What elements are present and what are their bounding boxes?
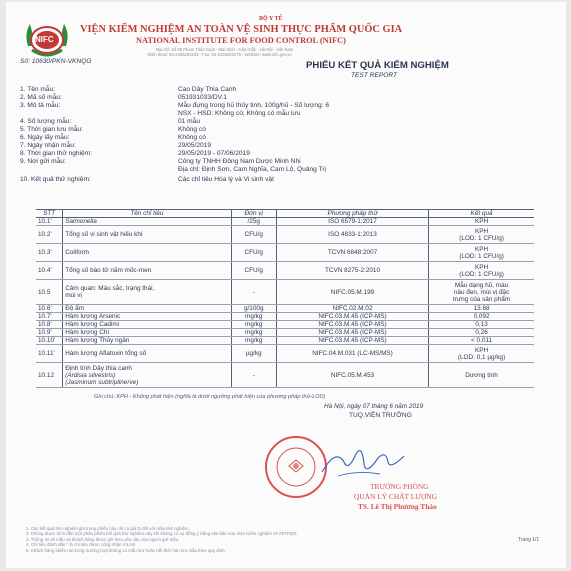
test-name (63, 363, 231, 388)
signatory-authority: TUQ.VIỆN TRƯỞNG (349, 412, 412, 419)
signatory-position: TRƯỞNG PHÒNG (370, 482, 429, 491)
col-header-result: Kết quả (429, 210, 534, 218)
col-header-unit: Đơn vị (231, 210, 276, 218)
test-result-line: KPH (474, 245, 489, 253)
row-stt: 10.8' (36, 321, 63, 329)
table-row (36, 313, 534, 321)
field-label: 9. Nơi gửi mẫu: (20, 158, 66, 165)
test-unit: CFU/g (231, 244, 276, 262)
table-row (36, 337, 534, 345)
institute-address: Địa chỉ: Số 65 Phạm Thận Duật - Mai Dịch - Cầu Giấy - Hà Nội - Việt Nam (156, 47, 294, 52)
table-row (36, 329, 534, 337)
row-stt: 10.3' (36, 244, 63, 262)
report-number: Số: 10630/PKN-VKNQG (20, 58, 92, 65)
col-header-method: Phương pháp thử (276, 210, 428, 218)
test-name (63, 313, 231, 321)
test-name-line: (Ardisia silvestris) (65, 371, 116, 379)
test-method: NIFC.04.M.031 (LC-MS/MS) (276, 345, 428, 363)
test-method: ISO 6579-1:2017 (276, 218, 428, 226)
institute-name-en: NATIONAL INSTITUTE FOR FOOD CONTROL (NIFC) (136, 36, 346, 45)
col-header-stt: STT (36, 210, 63, 218)
test-name-line: Hàm lượng Cadimi (65, 321, 120, 328)
test-name-line: (Jasminum subtriplinerve) (65, 378, 139, 386)
test-result-line: (LOD: 1 CFU/g) (459, 252, 504, 260)
test-method: NIFC.02.M.02 (276, 305, 428, 313)
test-name-line: Hàm lượng Thủy ngân (65, 337, 130, 344)
row-stt: 10.9' (36, 329, 63, 337)
table-row (36, 226, 534, 244)
test-unit: - (231, 280, 276, 305)
field-value: Công ty TNHH Đông Nam Dược Minh Nhi (178, 158, 301, 165)
field-value: Cao Dây Thìa Canh (178, 86, 237, 93)
page-number: Trang 1/1 (518, 537, 540, 543)
test-result-line: < 0,011 (471, 337, 493, 344)
table-row (36, 305, 534, 313)
results-table (36, 209, 534, 388)
field-label: 5. Thời gian lưu mẫu: (20, 126, 83, 133)
test-unit: CFU/g (231, 262, 276, 280)
test-name-line: mùi vị (65, 292, 82, 299)
test-name (63, 280, 231, 305)
institute-name-vi: VIỆN KIỂM NGHIỆM AN TOÀN VỆ SINH THỰC PHẨM QUỐC GIA (80, 24, 403, 35)
table-row (36, 218, 534, 226)
test-result (429, 345, 534, 363)
test-result-line: (LOD: 0,1 µg/kg) (457, 353, 506, 361)
footnote-line: 1. Các kết quả thử nghiệm ghi trong phiếu này chỉ có giá trị đối với mẫu thử nghiệm. (26, 526, 190, 531)
field-value: 01 mẫu (178, 118, 200, 125)
test-method: TCVN 6848:2007 (276, 244, 428, 262)
test-unit: g/100g (231, 305, 276, 313)
test-unit: /25g (231, 218, 276, 226)
report-title-vi: PHIẾU KẾT QUẢ KIỂM NGHIỆM (306, 60, 449, 71)
row-stt: 10.7' (36, 313, 63, 321)
ministry-name: BỘ Y TẾ (259, 16, 283, 22)
footnote-line: 5. Khách hàng khiếu nại trong trường hợp không có mẫu lưu hoặc hết thời hạn lưu mẫu theo quy định. (26, 547, 226, 553)
place-date: Hà Nội, ngày 07 tháng 6 năm 2019 (324, 403, 424, 410)
field-label: 2. Mã số mẫu: (20, 94, 62, 101)
test-name (63, 329, 231, 337)
test-result-line: Dương tính (465, 371, 498, 379)
field-value: Không có (178, 126, 206, 133)
test-result (429, 363, 534, 388)
test-name (63, 218, 231, 226)
field-value: Không có (178, 134, 206, 141)
test-result-line: 13.68 (473, 305, 490, 312)
test-result (429, 321, 534, 329)
test-result (429, 244, 534, 262)
table-note: Ghi chú: KPH - Không phát hiện (nghĩa là dưới ngưỡng phát hiện của phương pháp thử-LOD) (94, 394, 326, 400)
footnote-line: 2. Không được trích dẫn một phần phiếu kết quả thử nghiệm này khi không có sự đồng ý bằng văn bản của Viện Kiểm nghiệm ATVSTPQG. (26, 531, 298, 537)
row-stt: 10.11' (36, 345, 63, 363)
test-method: TCVN 8275-2:2010 (276, 262, 428, 280)
test-result (429, 280, 534, 305)
test-result-line: Mẫu dạng hũ, màu (454, 281, 509, 289)
test-result-line: 0,26 (475, 329, 488, 336)
test-result (429, 305, 534, 313)
test-result (429, 262, 534, 280)
field-label: 7. Ngày nhận mẫu: (20, 142, 76, 149)
test-name-line: Độ ẩm (65, 305, 85, 312)
test-method: NIFC.03.M.45 (ICP-MS) (276, 321, 428, 329)
test-result (429, 329, 534, 337)
test-result-line: KPH (474, 346, 489, 354)
test-name (63, 244, 231, 262)
field-label: 4. Số lượng mẫu: (20, 118, 72, 125)
row-stt: 10.2' (36, 226, 63, 244)
test-name (63, 345, 231, 363)
field-value: 29/05/2019 (178, 142, 212, 149)
test-result-line: KPH (474, 227, 489, 235)
table-row (36, 345, 534, 363)
test-unit: mg/kg (231, 313, 276, 321)
field-value: 29/05/2019 - 07/06/2019 (178, 150, 250, 157)
test-name-line: Hàm lượng Chì (65, 329, 110, 336)
nifc-logo (22, 16, 72, 62)
field-label: 10. Kết quả thử nghiệm: (20, 176, 91, 183)
test-unit: - (231, 363, 276, 388)
field-value: 051931033/DV.1 (178, 94, 227, 101)
field-value: Mẫu đựng trong hũ thủy tinh, 100g/hũ - Số lượng: 6 (178, 102, 329, 109)
row-stt: 10.6' (36, 305, 63, 313)
footnotes (26, 526, 298, 553)
table-row (36, 280, 534, 305)
test-result-line: 0,13 (475, 321, 488, 328)
test-name-line: Hàm lượng Aflatoxin tổng số (65, 350, 147, 357)
test-result (429, 226, 534, 244)
logo-text: NIFC (35, 35, 54, 44)
test-method: NIFC.03.M.45 (ICP-MS) (276, 337, 428, 345)
table-row (36, 363, 534, 388)
test-unit: mg/kg (231, 321, 276, 329)
test-report-page (6, 2, 566, 568)
test-result-line: nâu đen, mùi vị đặc (453, 288, 510, 296)
test-name-line: Định tính Dây thìa canh (65, 364, 132, 372)
test-result-line: KPH (474, 263, 489, 271)
table-row (36, 244, 534, 262)
test-result (429, 337, 534, 345)
test-name-line: Hàm lượng Arsenic (65, 313, 121, 320)
test-name (63, 337, 231, 345)
test-unit: µg/kg (231, 345, 276, 363)
signatory-name: TS. Lê Thị Phương Thảo (358, 502, 437, 511)
test-method: NIFC.03.M.45 (ICP-MS) (276, 329, 428, 337)
field-label: 8. Thời gian thử nghiệm: (20, 150, 93, 157)
test-method: NIFC.05.M.453 (276, 363, 428, 388)
field-value: Địa chỉ: Định Sơn, Cam Nghĩa, Cam Lộ, Quảng Trị (178, 166, 326, 173)
test-method: NIFC.03.M.45 (ICP-MS) (276, 313, 428, 321)
signatory-department: QUẢN LÝ CHẤT LƯỢNG (354, 492, 437, 501)
test-result (429, 218, 534, 226)
test-name-line: Cảm quan: Màu sắc, trạng thái, (65, 285, 155, 292)
test-result-line: (LOD: 1 CFU/g) (459, 270, 504, 278)
test-result-line: (LOD: 1 CFU/g) (459, 234, 504, 242)
footnote-line: 3. Thông tin về mẫu và khách hàng được ghi theo yêu cầu của người gửi mẫu. (26, 536, 180, 542)
institute-contacts: Điện thoại: 84-2435262233 - Fax: 84-2435262279 - Website: www.nifc.gov.vn (148, 52, 292, 57)
test-name-line: Coliform (65, 249, 89, 256)
test-name-line: Tổng số bào tử nấm mốc-men (65, 267, 152, 274)
table-row (36, 262, 534, 280)
row-stt: 10.4' (36, 262, 63, 280)
field-value: Các chỉ tiêu Hóa lý và Vi sinh vật (178, 176, 274, 183)
test-unit: mg/kg (231, 329, 276, 337)
test-name (63, 262, 231, 280)
row-stt: 10.5 (36, 280, 63, 305)
row-stt: 10.1' (36, 218, 63, 226)
field-value: NSX - HSD: Không có; Không có mẫu lưu (178, 110, 301, 117)
test-name-line: Salmonella (65, 218, 97, 225)
row-stt: 10.12 (36, 363, 63, 388)
report-title-en: TEST REPORT (351, 72, 398, 79)
table-header-row (36, 210, 534, 218)
test-method: ISO 4833-1:2013 (276, 226, 428, 244)
test-unit: CFU/g (231, 226, 276, 244)
test-result-line: trưng của sản phẩm (452, 295, 511, 303)
test-name (63, 226, 231, 244)
test-result-line: 0,092 (473, 313, 490, 320)
field-label: 1. Tên mẫu: (20, 86, 56, 93)
row-stt: 10.10' (36, 337, 63, 345)
table-row (36, 321, 534, 329)
handwritten-signature (318, 442, 408, 482)
test-unit: mg/kg (231, 337, 276, 345)
test-method: NIFC.05.M.199 (276, 280, 428, 305)
footnote-line: 4. Chỉ tiêu đánh dấu * là chỉ tiêu được công nhận VILAS. (26, 542, 137, 548)
test-name (63, 321, 231, 329)
test-result (429, 313, 534, 321)
col-header-test: Tên chỉ tiêu (63, 210, 231, 218)
test-name-line: Tổng số vi sinh vật hiếu khí (65, 231, 143, 238)
field-label: 3. Mô tả mẫu: (20, 102, 61, 109)
test-result-line: KPH (474, 218, 489, 225)
field-label: 6. Ngày lấy mẫu: (20, 134, 70, 141)
test-name (63, 305, 231, 313)
